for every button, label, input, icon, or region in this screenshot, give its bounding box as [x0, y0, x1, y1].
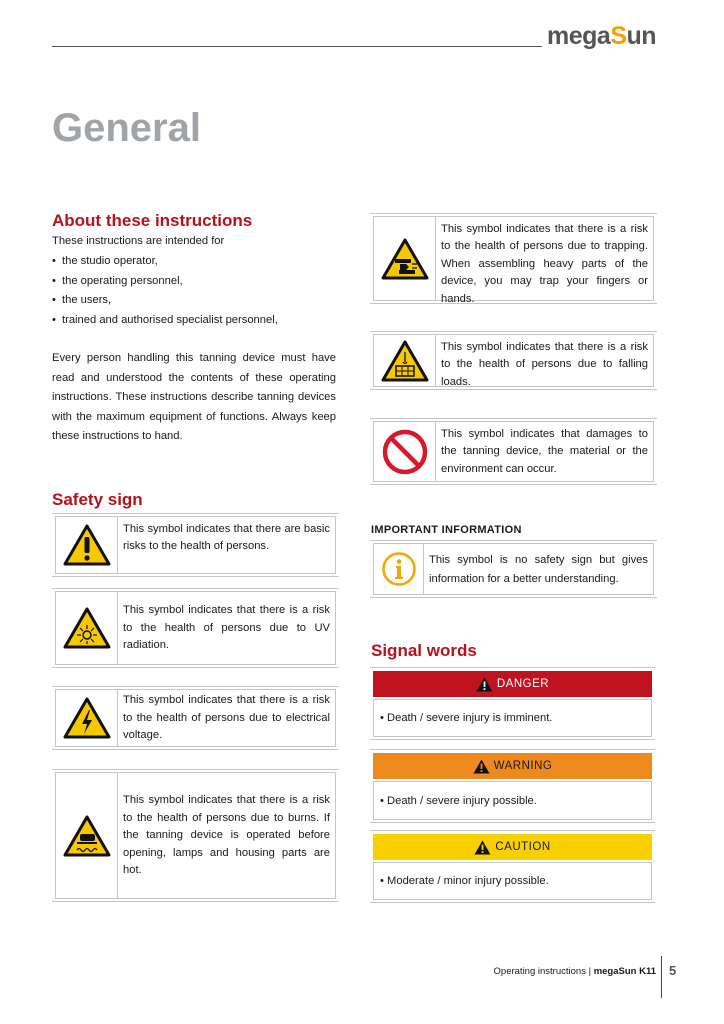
safety-sign-heading: Safety sign	[52, 490, 143, 509]
safety-sign-text: This symbol indicates that there is a risk to the health of persons due to burns. If the tanning device is operated before opening, lamps and housing parts are hot.	[123, 794, 330, 877]
safety-sign-uv	[55, 591, 336, 665]
safety-sign-text: This symbol indicates that there is a risk to the health of persons due to trapping. When assembling heavy parts of the device, you may trap your fingers or hands.	[441, 223, 648, 305]
safety-sign-text: This symbol indicates that there is a risk to the health of persons due to UV radiation.	[123, 604, 330, 652]
important-info-box	[373, 543, 654, 595]
footer-divider	[661, 956, 662, 998]
list-item: • Death / severe injury possible.	[380, 794, 537, 807]
page-number: 5	[669, 963, 677, 978]
about-intro: These instructions are intended for	[52, 235, 225, 247]
megasun-logo: megaSun	[547, 22, 657, 50]
important-info-text: This symbol is no safety sign but gives information for a better understanding.	[429, 553, 648, 585]
important-info-heading: IMPORTANT INFORMATION	[371, 524, 522, 536]
safety-sign-text: This symbol indicates that there is a risk to the health of persons due to falling loads.	[441, 341, 648, 388]
footer-doc-title: Operating instructions | megaSun K11	[493, 966, 656, 977]
about-heading: About these instructions	[52, 211, 253, 230]
header-rule	[52, 46, 542, 47]
warning-label: WARNING	[373, 753, 652, 779]
caution-label: CAUTION	[373, 834, 652, 860]
safety-sign-electrical	[55, 689, 336, 747]
trapping-warning-icon	[381, 238, 429, 280]
hot-surface-warning-icon	[63, 815, 111, 857]
caution-description	[373, 862, 652, 900]
page-title: General	[52, 106, 201, 150]
safety-sign-falling-load	[373, 334, 654, 387]
list-item: • Death / severe injury is imminent.	[380, 712, 553, 724]
info-icon	[381, 551, 417, 587]
uv-radiation-warning-icon	[63, 607, 111, 649]
safety-sign-text: This symbol indicates that damages to the tanning device, the material or the environment can occur.	[441, 427, 648, 475]
safety-sign-hot-surface	[55, 772, 336, 899]
falling-load-warning-icon	[381, 340, 429, 382]
signal-words-heading: Signal words	[371, 641, 477, 660]
list-item: • the operating personnel,	[52, 272, 278, 292]
warning-triangle-icon	[474, 840, 491, 855]
electrical-warning-icon	[63, 697, 111, 739]
safety-sign-prohibition	[373, 421, 654, 482]
danger-label: DANGER	[373, 671, 652, 697]
prohibition-icon	[381, 428, 429, 476]
safety-sign-text: This symbol indicates that there is a risk to the health of persons due to electrical voltage.	[123, 694, 330, 742]
about-paragraph: Every person handling this tanning device must have read and understood the contents of these operating instructions. These instructions describe tanning devices with the maximum equipment of functions. Always keep these instructions to hand.	[52, 352, 336, 442]
general-warning-icon	[63, 524, 111, 566]
safety-sign-trapping	[373, 216, 654, 305]
warning-description	[373, 781, 652, 820]
warning-triangle-icon	[473, 759, 490, 774]
danger-description	[373, 699, 652, 737]
list-item: • trained and authorised specialist personnel,	[52, 311, 278, 331]
list-item: • the studio operator,	[52, 252, 278, 272]
list-item: • the users,	[52, 291, 278, 311]
safety-sign-text: This symbol indicates that there are basic risks to the health of persons.	[123, 523, 330, 553]
audience-list	[52, 252, 278, 330]
safety-sign-general	[55, 516, 336, 574]
warning-triangle-icon	[476, 677, 493, 692]
list-item: • Moderate / minor injury possible.	[380, 875, 549, 887]
